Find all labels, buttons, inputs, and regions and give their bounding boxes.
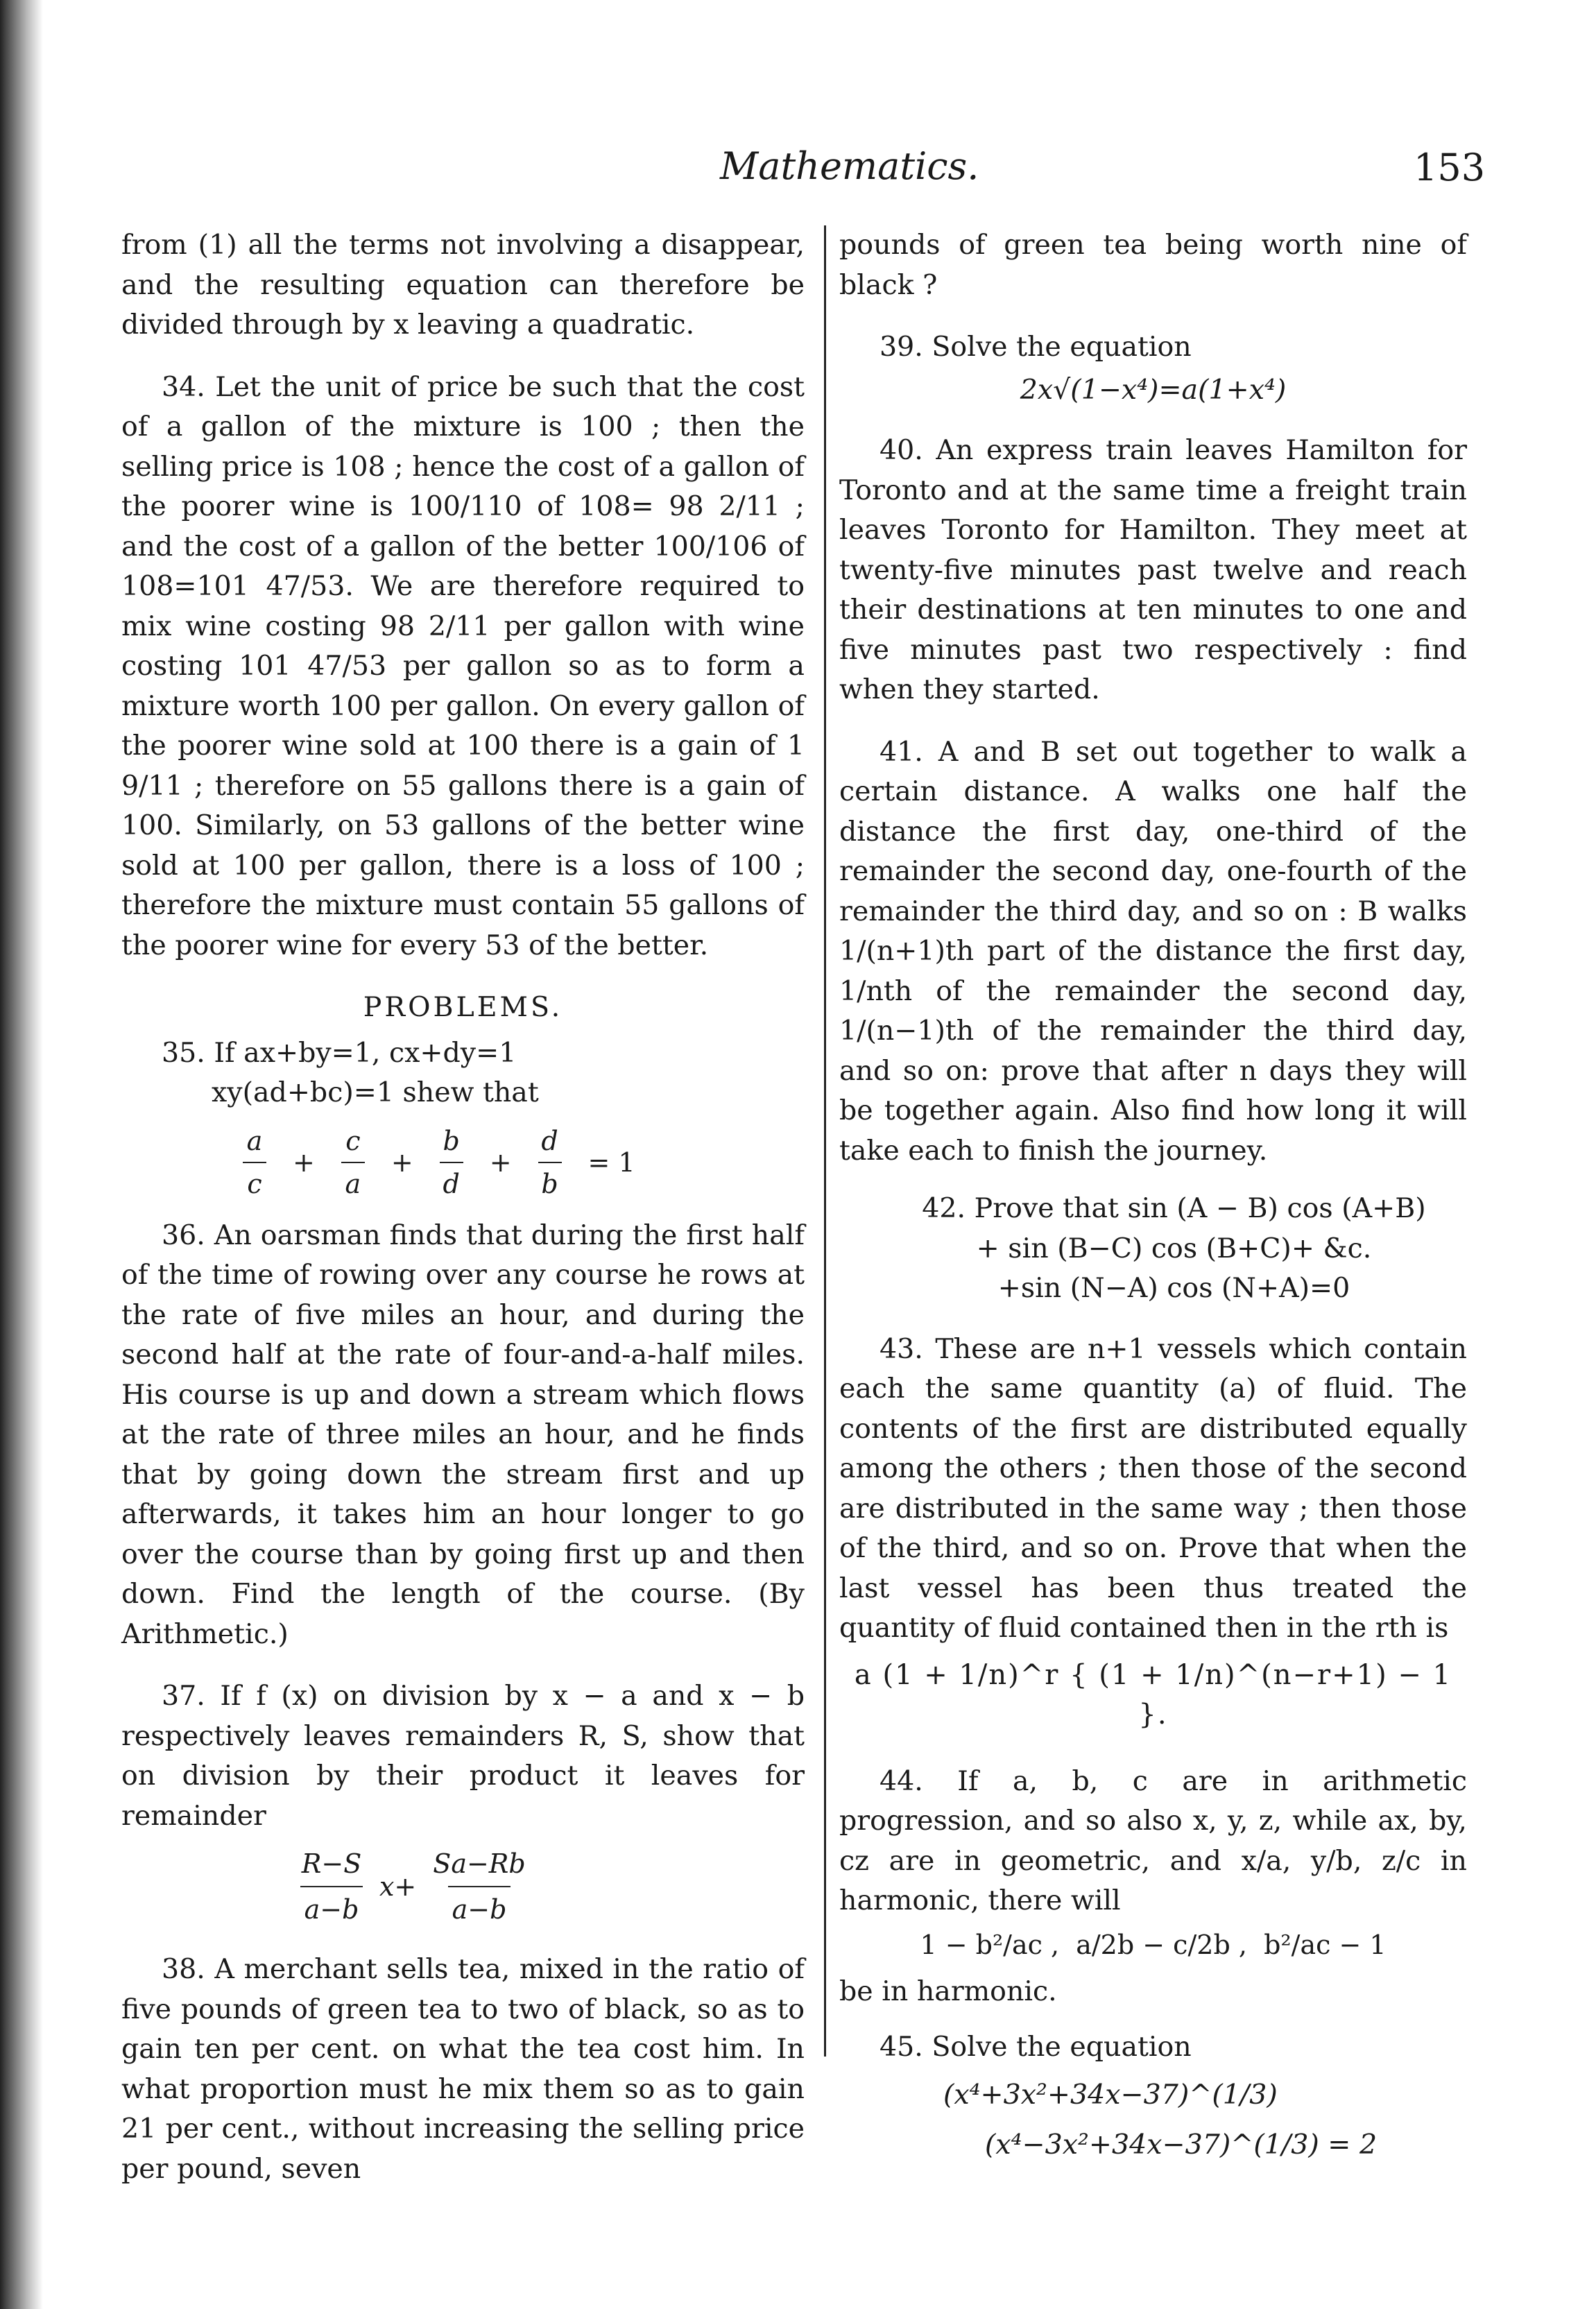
page-number: 153 [1414,146,1486,189]
book-binding-edge [0,0,43,2309]
problem-42 [881,1189,1467,1309]
operator: + [293,1147,315,1178]
operator: = 1 [587,1147,635,1178]
numerator: R−S [301,1848,362,1879]
fraction-d-over-b [538,1126,562,1199]
fraction-2 [433,1848,525,1925]
numerator: a [246,1125,263,1156]
numerator: b [443,1125,460,1156]
numerator: d [541,1125,558,1156]
denominator: a−b [304,1894,359,1925]
problem-37-remainder-expression [300,1848,805,1925]
problem-43-equation: a (1 + 1/n)^r { (1 + 1/n)^(n−r+1) − 1 }. [854,1658,1452,1731]
denominator: d [443,1168,460,1199]
running-title: Mathematics. [720,144,979,188]
problem-38: 38. A merchant sells tea, mixed in the ratio of five pounds of green tea to two of black, so as to gain ten per cent. on what the tea cost him. In what proportion must he mix them so as to gain 21 per cent., without increasing the selling price per pound, seven [121,1953,805,2185]
right-column [839,225,1467,2174]
problem-44: 44. If a, b, c are in arithmetic progression, and so also x, y, z, while ax, by, cz are in geometric, and x/a, y/b, z/c in harmonic, there will [839,1765,1467,1916]
problem-44-tail: be in harmonic. [839,1975,1057,2007]
problem-38-continued: pounds of green tea being worth nine of black ? [839,229,1467,301]
problem-45-equation-line-2: (x⁴−3x²+34x−37)^(1/3) = 2 [985,2128,1378,2161]
problem-45-equation [839,2075,1467,2165]
fraction-bar [300,1886,363,1887]
fraction-bar [448,1886,510,1887]
problem-44-equation: 1 − b²/ac , a/2b − c/2b , b²/ac − 1 [920,1929,1387,1960]
problem-35 [121,1033,805,1113]
operator: + [391,1147,413,1178]
fraction-c-over-a [341,1126,365,1199]
problem-35-line-1: 35. If ax+by=1, cx+dy=1 [162,1036,517,1069]
fraction-b-over-d [440,1126,463,1199]
fraction-bar [538,1162,562,1163]
fraction-bar [440,1162,463,1163]
problem-45-equation-line-1: (x⁴+3x²+34x−37)^(1/3) [943,2079,1278,2111]
problem-42-line-2: + sin (B−C) cos (B+C)+ &c. [976,1232,1372,1264]
left-column [121,225,805,2211]
denominator: c [247,1168,262,1199]
problem-39: 39. Solve the equation [879,331,1192,363]
continued-paragraph: from (1) all the terms not involving a disappear, and the resulting equation can therefore be divided through by x leaving a quadratic. [121,229,805,341]
denominator: b [541,1168,558,1199]
problem-37: 37. If f (x) on division by x − a and x − b respectively leaves remainders R, S, show that on division by their product it leaves for remainder [121,1680,805,1832]
denominator: a−b [452,1894,507,1925]
problem-42-line-3: +sin (N−A) cos (N+A)=0 [997,1272,1350,1304]
column-divider [824,225,826,2057]
problem-36: 36. An oarsman finds that during the first half of the time of rowing over any course he rows at the rate of five miles an hour, and during the second half at the rate of four-and-a-half miles. His course is up and down a stream which flows at the rate of three miles an hour, and he finds that by going down the stream first and up afterwards, it takes him an hour longer to go over the course than by going first up and then down. Find the length of the course. (By Arithmetic.) [121,1219,805,1650]
fraction-bar [243,1162,266,1163]
problem-35-fraction-sum [243,1126,805,1199]
problems-heading: PROBLEMS. [363,991,563,1023]
problem-42-line-1: 42. Prove that sin (A − B) cos (A+B) [922,1192,1426,1224]
numerator: c [345,1125,361,1156]
operator: + [489,1147,512,1178]
fraction-bar [341,1162,365,1163]
problem-40: 40. An express train leaves Hamilton for Toronto and at the same time a freight train leaves Toronto for Hamilton. They meet at twenty-five minutes past twelve and reach their destinations at ten minutes to one and five minutes past two respectively : find when they started. [839,434,1467,705]
numerator: Sa−Rb [433,1848,526,1879]
problem-45: 45. Solve the equation [879,2030,1192,2063]
problem-43: 43. These are n+1 vessels which contain each the same quantity (a) of fluid. The contents of the first are distributed equally among the others ; then those of the second are distributed in the same way ; then those of the third, and so on. Prove that when the last vessel has been thus treated the quantity of fluid contained then in the rth is [839,1332,1467,1644]
page-header [0,144,1596,207]
middle-term: x+ [379,1871,417,1902]
problem-35-line-2: xy(ad+bc)=1 shew that [212,1076,539,1108]
fraction-a-over-c [243,1126,266,1199]
problem-39-equation: 2x√(1−x⁴)=a(1+x⁴) [1020,373,1287,406]
denominator: a [345,1168,361,1199]
fraction-1 [300,1848,363,1925]
problem-41: 41. A and B set out together to walk a certain distance. A walks one half the distance the first day, one-third of the remainder the second day, one-fourth of the remainder the third day, and so on : B walks 1/(n+1)th part of the distance the first day, 1/nth of the remainder the second day, 1/(n−1)th of the remainder the third day, and so on: prove that after n days they will be together again. Also find how long it will take each to finish the journey. [839,735,1467,1167]
solution-34: 34. Let the unit of price be such that the cost of a gallon of the mixture is 100 ; then the selling price is 108 ; hence the cost of a gallon of the poorer wine is 100/110 of 108= 98 2/11 ; and the cost of a gallon of the better 100/106 of 108=101 47/53. We are therefore required to mix wine costing 98 2/11 per gallon with wine costing 101 47/53 per gallon so as to form a mixture worth 100 per gallon. On every gallon of the poorer wine sold at 100 there is a gain of 1 9/11 ; therefore on 55 gallons there is a gain of 100. Similarly, on 53 gallons of the better wine sold at 100 per gallon, there is a loss of 100 ; therefore the mixture must contain 55 gallons of the poorer wine for every 53 of the better. [121,370,805,961]
